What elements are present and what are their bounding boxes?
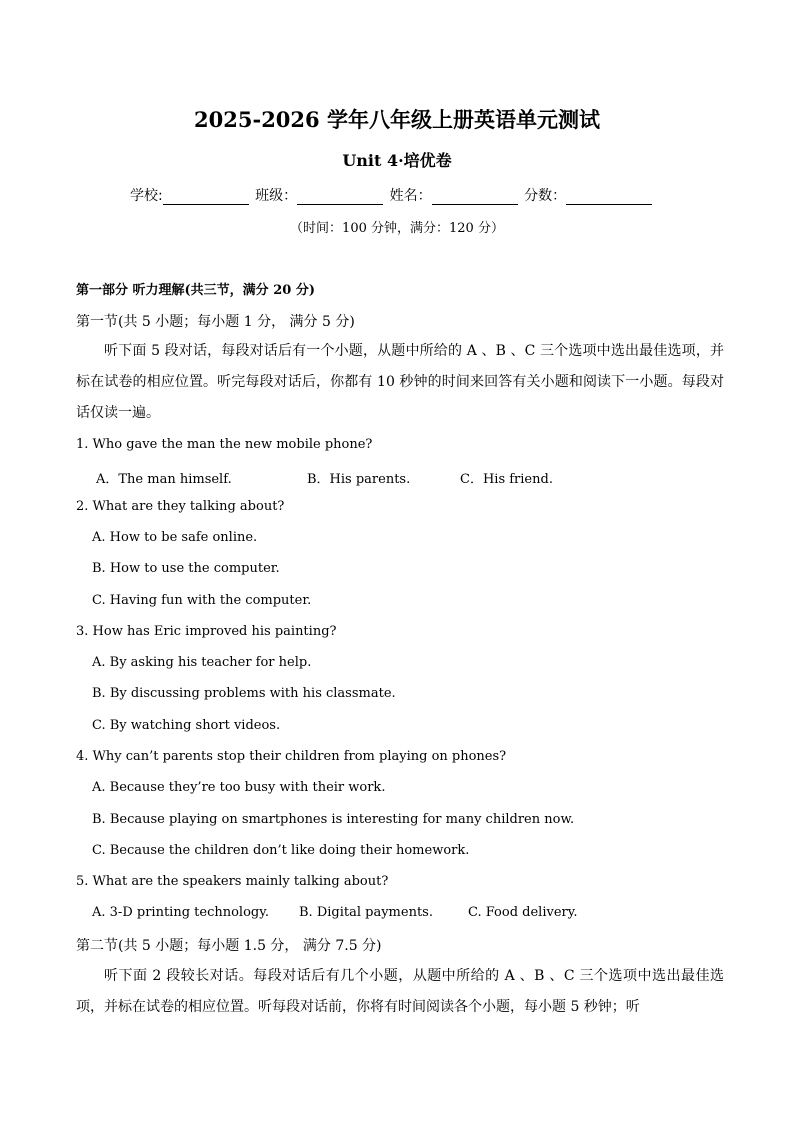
score-field[interactable]	[566, 190, 652, 205]
option-c[interactable]: C. Because the children don’t like doing their homework.	[92, 843, 470, 858]
score-label: 分数：	[524, 188, 567, 204]
option-c[interactable]: C. Food delivery.	[468, 905, 578, 920]
school-label: 学校:	[130, 188, 163, 204]
option-b[interactable]: B．His parents.	[307, 472, 411, 487]
option-c[interactable]: C. Having fun with the computer.	[92, 593, 312, 608]
question-1: 1. Who gave the man the new mobile phone?	[76, 437, 373, 452]
option-a[interactable]: A. By asking his teacher for help.	[92, 655, 312, 670]
section2-heading: 第二节(共 5 小题；每小题 1.5 分， 满分 7.5 分)	[76, 938, 382, 954]
exam-subtitle: Unit 4·培优卷	[342, 151, 452, 170]
name-field[interactable]	[432, 190, 518, 205]
part1-heading: 第一部分 听力理解(共三节，满分 20 分)	[76, 283, 315, 298]
option-a[interactable]: A. 3-D printing technology.	[92, 905, 269, 920]
option-b[interactable]: B. By discussing problems with his classmate.	[92, 686, 396, 701]
option-b[interactable]: B. How to use the computer.	[92, 561, 280, 576]
class-label: 班级：	[255, 188, 298, 204]
exam-title: 2025-2026 学年八年级上册英语单元测试	[194, 107, 600, 132]
section1-instructions: 听下面 5 段对话，每段对话后有一个小题，从题中所给的 A 、B 、C 三个选项中选出最佳选项，并标在试卷的相应位置。听完每段对话后，你都有 10 秒钟的时间来回答有关小题和阅读下一小题。每段对话仅读一遍。	[76, 343, 724, 421]
time-note: （时间：100 分钟，满分：120 分）	[290, 221, 504, 236]
question-3: 3. How has Eric improved his painting?	[76, 624, 337, 639]
option-c[interactable]: C. By watching short videos.	[92, 718, 281, 733]
section2-instructions: 听下面 2 段较长对话。每段对话后有几个小题，从题中所给的 A 、B 、C 三个选项中选出最佳选项，并标在试卷的相应位置。听每段对话前，你将有时间阅读各个小题，每小题 5 秒钟；听	[76, 968, 724, 1015]
option-c[interactable]: C．His friend.	[460, 472, 553, 487]
option-b[interactable]: B. Digital payments.	[299, 905, 433, 920]
option-a[interactable]: A．The man himself.	[96, 472, 232, 487]
option-a[interactable]: A. Because they’re too busy with their work.	[92, 780, 386, 795]
question-5: 5. What are the speakers mainly talking about?	[76, 874, 389, 889]
school-field[interactable]	[163, 190, 249, 205]
option-b[interactable]: B. Because playing on smartphones is interesting for many children now.	[92, 812, 575, 827]
name-label: 姓名：	[389, 188, 432, 204]
question-4: 4. Why can’t parents stop their children from playing on phones?	[76, 749, 507, 764]
question-2: 2. What are they talking about?	[76, 499, 285, 514]
option-a[interactable]: A. How to be safe online.	[92, 530, 258, 545]
student-info-row	[130, 185, 654, 205]
section1-heading: 第一节(共 5 小题；每小题 1 分， 满分 5 分)	[76, 314, 355, 330]
class-field[interactable]	[297, 190, 383, 205]
